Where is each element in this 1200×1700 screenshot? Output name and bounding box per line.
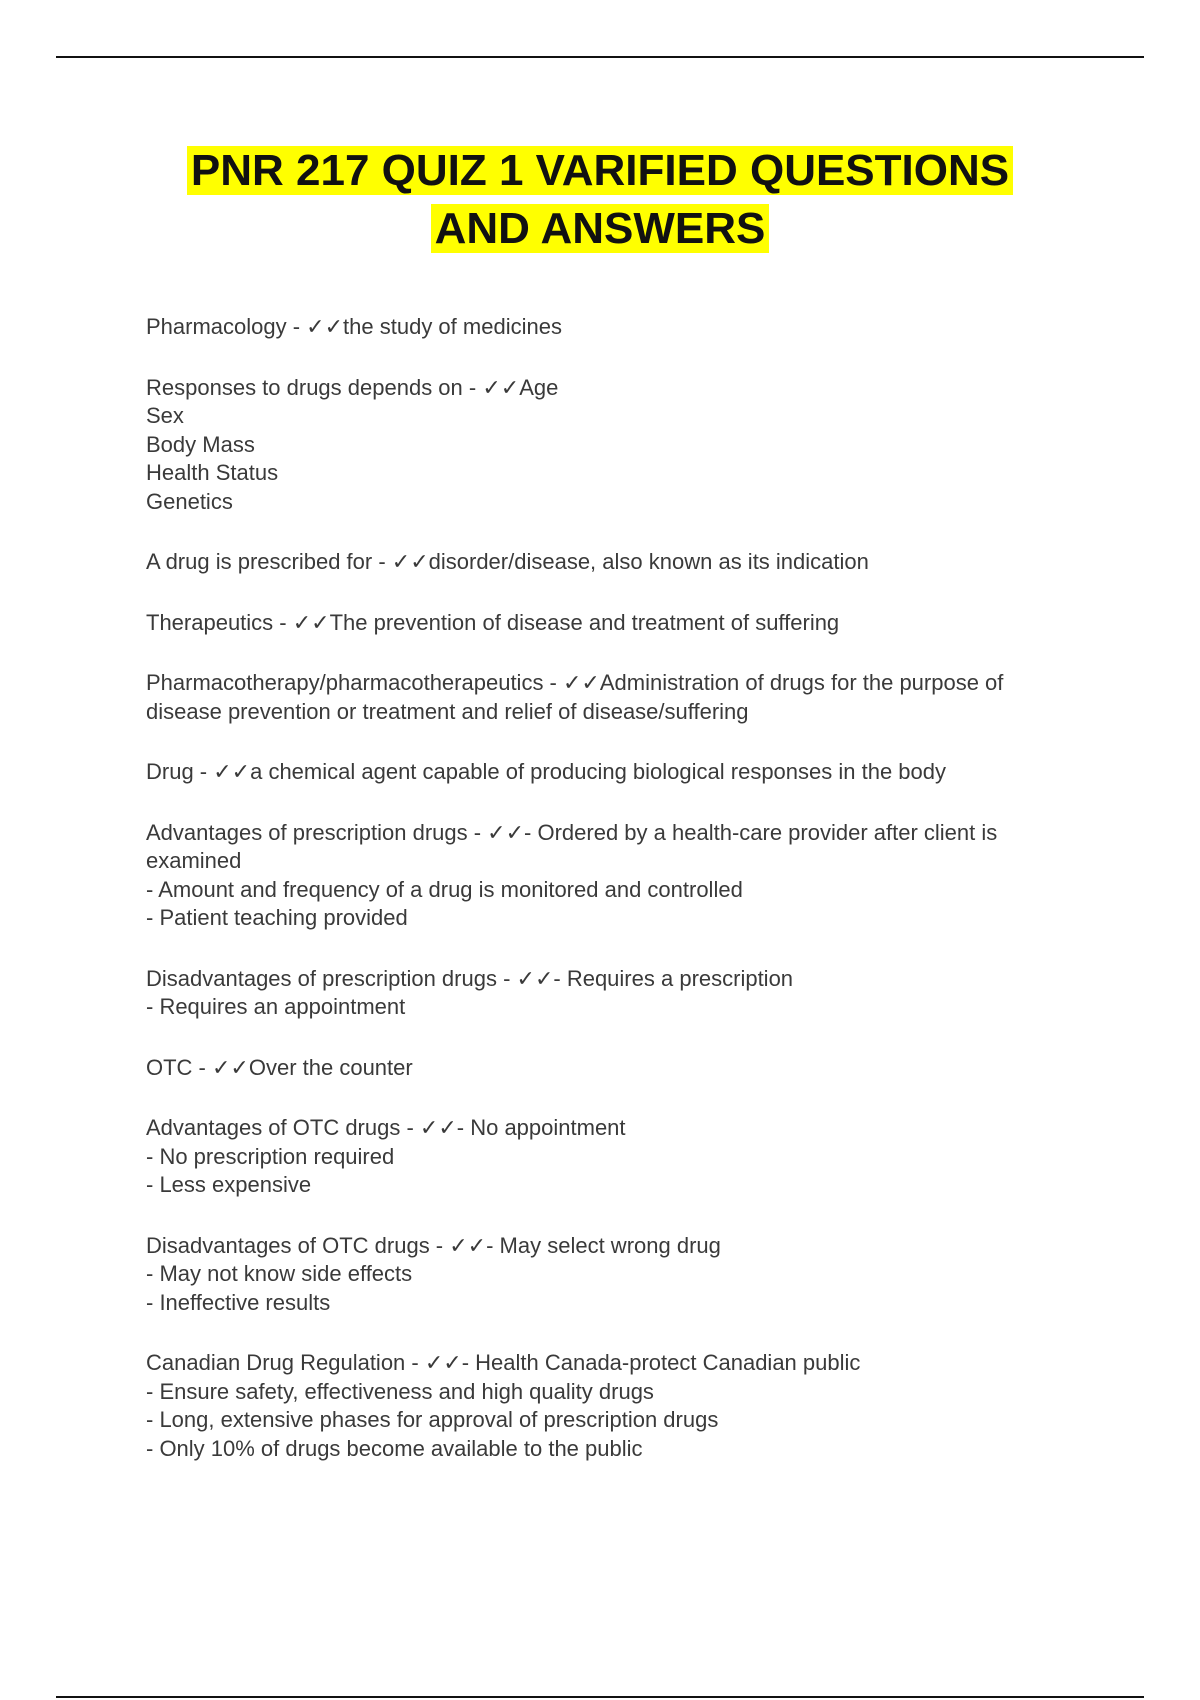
qa-term: OTC - ✓✓Over the counter	[146, 1054, 413, 1080]
qa-line: - Patient teaching provided	[146, 905, 408, 930]
qa-entry	[146, 548, 1096, 577]
qa-line: - Less expensive	[146, 1172, 312, 1197]
qa-term: Drug - ✓✓a chemical agent capable of producing biological responses in the body	[146, 759, 947, 784]
qa-term: Therapeutics - ✓✓The prevention of disease and treatment of suffering	[146, 609, 840, 635]
qa-line: Health Status	[146, 460, 279, 485]
qa-term: Canadian Drug Regulation - ✓✓- Health Canada-protect Canadian public	[146, 1350, 861, 1375]
qa-entry	[146, 965, 1096, 1022]
qa-line: Sex	[146, 403, 184, 428]
qa-entry	[146, 758, 1096, 787]
qa-entry	[146, 1349, 1096, 1463]
qa-line: - No prescription required	[146, 1143, 395, 1169]
document-title	[80, 142, 1120, 258]
title-line-2: AND ANSWERS	[431, 204, 770, 253]
qa-line: Body Mass	[146, 431, 255, 457]
qa-term: Disadvantages of OTC drugs - ✓✓- May select wrong drug	[146, 1232, 721, 1258]
qa-line: examined	[146, 848, 242, 873]
qa-entry	[146, 1232, 1096, 1318]
qa-entry	[146, 374, 1096, 517]
title-line-1: PNR 217 QUIZ 1 VARIFIED QUESTIONS	[187, 146, 1013, 195]
qa-entry	[146, 609, 1096, 638]
qa-term: Responses to drugs depends on - ✓✓Age	[146, 374, 559, 400]
qa-term: Advantages of prescription drugs - ✓✓- Ordered by a health-care provider after client is	[146, 819, 998, 845]
qa-term: A drug is prescribed for - ✓✓disorder/disease, also known as its indication	[146, 549, 869, 574]
qa-term: Advantages of OTC drugs - ✓✓- No appointment	[146, 1115, 626, 1140]
qa-term: Pharmacotherapy/pharmacotherapeutics - ✓✓Administration of drugs for the purpose of	[146, 670, 1004, 695]
qa-term: Disadvantages of prescription drugs - ✓✓- Requires a prescription	[146, 965, 794, 991]
qa-entry	[146, 669, 1096, 726]
qa-entry	[146, 1114, 1096, 1200]
qa-line: - Long, extensive phases for approval of prescription drugs	[146, 1407, 719, 1432]
qa-term: Pharmacology - ✓✓the study of medicines	[146, 314, 562, 339]
qa-entry	[146, 313, 1096, 342]
qa-line: - Ensure safety, effectiveness and high quality drugs	[146, 1378, 654, 1404]
qa-entry	[146, 819, 1096, 933]
top-divider	[56, 56, 1144, 58]
qa-entry	[146, 1054, 1096, 1083]
qa-list	[146, 313, 1096, 1495]
qa-line: - Ineffective results	[146, 1289, 331, 1315]
qa-line: - Requires an appointment	[146, 994, 406, 1019]
qa-line: - Amount and frequency of a drug is monitored and controlled	[146, 876, 743, 902]
qa-line: - Only 10% of drugs become available to the public	[146, 1435, 643, 1461]
qa-line: disease prevention or treatment and relief of disease/suffering	[146, 698, 749, 724]
bottom-divider	[56, 1696, 1144, 1698]
qa-line: - May not know side effects	[146, 1261, 413, 1286]
qa-line: Genetics	[146, 488, 233, 514]
